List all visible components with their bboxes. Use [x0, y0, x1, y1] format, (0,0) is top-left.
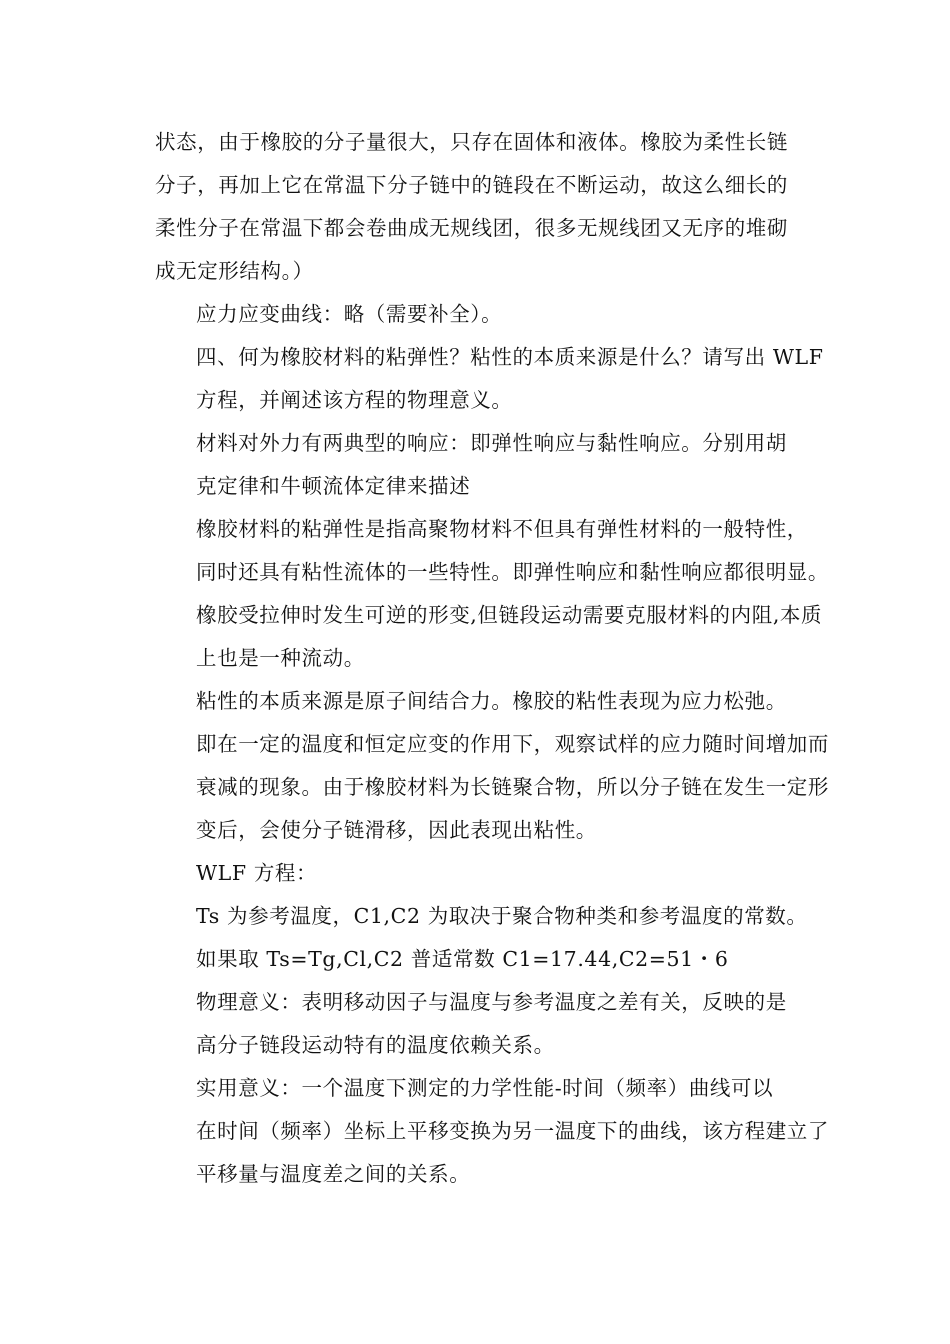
paragraph: [155, 1067, 829, 1196]
paragraph-line: 上也是一种流动。: [196, 646, 365, 670]
paragraph-line: 在时间（频率）坐标上平移变换为另一温度下的曲线，该方程建立了: [196, 1119, 829, 1143]
paragraph-line: 同时还具有粘性流体的一些特性。即弹性响应和黏性响应都很明显。: [196, 560, 829, 584]
paragraph-line: 高分子链段运动特有的温度依赖关系。: [196, 1033, 555, 1057]
paragraph-line: 粘性的本质来源是原子间结合力。橡胶的粘性表现为应力松弛。: [196, 689, 787, 713]
paragraph: [155, 895, 808, 981]
paragraph-line: 柔性分子在常温下都会卷曲成无规线团，很多无规线团又无序的堆砌: [155, 216, 788, 240]
paragraph-line: 状态，由于橡胶的分子量很大，只存在固体和液体。橡胶为柔性长链: [155, 130, 788, 154]
paragraph: [155, 981, 805, 1067]
paragraph: [155, 508, 829, 680]
paragraph-line: 变后，会使分子链滑移，因此表现出粘性。: [196, 818, 597, 842]
paragraph-line: 材料对外力有两典型的响应：即弹性响应与黏性响应。分别用胡: [196, 431, 787, 455]
paragraph: [155, 293, 805, 336]
paragraph-line: 平移量与温度差之间的关系。: [196, 1162, 471, 1186]
paragraph-line: 克定律和牛顿流体定律来描述: [196, 474, 471, 498]
paragraph-line: 实用意义：一个温度下测定的力学性能-时间（频率）曲线可以: [196, 1076, 774, 1100]
paragraph-line: 应力应变曲线：略（需要补全）。: [196, 302, 503, 326]
paragraph-line: 即在一定的温度和恒定应变的作用下，观察试样的应力随时间增加而: [196, 732, 829, 756]
paragraph: [155, 852, 805, 895]
paragraph-line: 方程，并阐述该方程的物理意义。: [196, 388, 513, 412]
paragraph-line: 分子，再加上它在常温下分子链中的链段在不断运动，故这么细长的: [155, 173, 788, 197]
paragraph-line: 四、何为橡胶材料的粘弹性？粘性的本质来源是什么？请写出 WLF: [196, 345, 824, 369]
paragraph: [155, 680, 829, 852]
paragraph: [155, 336, 824, 422]
paragraph-line: WLF 方程：: [196, 861, 318, 885]
paragraph-line: Ts 为参考温度，C1,C2 为取决于聚合物种类和参考温度的常数。: [196, 904, 808, 928]
document-body: [155, 121, 829, 1196]
paragraph-line: 橡胶受拉伸时发生可逆的形变,但链段运动需要克服材料的内阻,本质: [196, 603, 823, 627]
paragraph-line: 如果取 Ts=Tg,Cl,C2 普适常数 C1=17.44,C2=51・6: [196, 947, 729, 971]
paragraph: [155, 121, 805, 293]
paragraph-line: 衰减的现象。由于橡胶材料为长链聚合物，所以分子链在发生一定形: [196, 775, 829, 799]
paragraph-line: 橡胶材料的粘弹性是指高聚物材料不但具有弹性材料的一般特性，: [196, 517, 808, 541]
paragraph: [155, 422, 805, 508]
paragraph-line: 成无定形结构。）: [155, 259, 314, 283]
paragraph-line: 物理意义：表明移动因子与温度与参考温度之差有关，反映的是: [196, 990, 787, 1014]
